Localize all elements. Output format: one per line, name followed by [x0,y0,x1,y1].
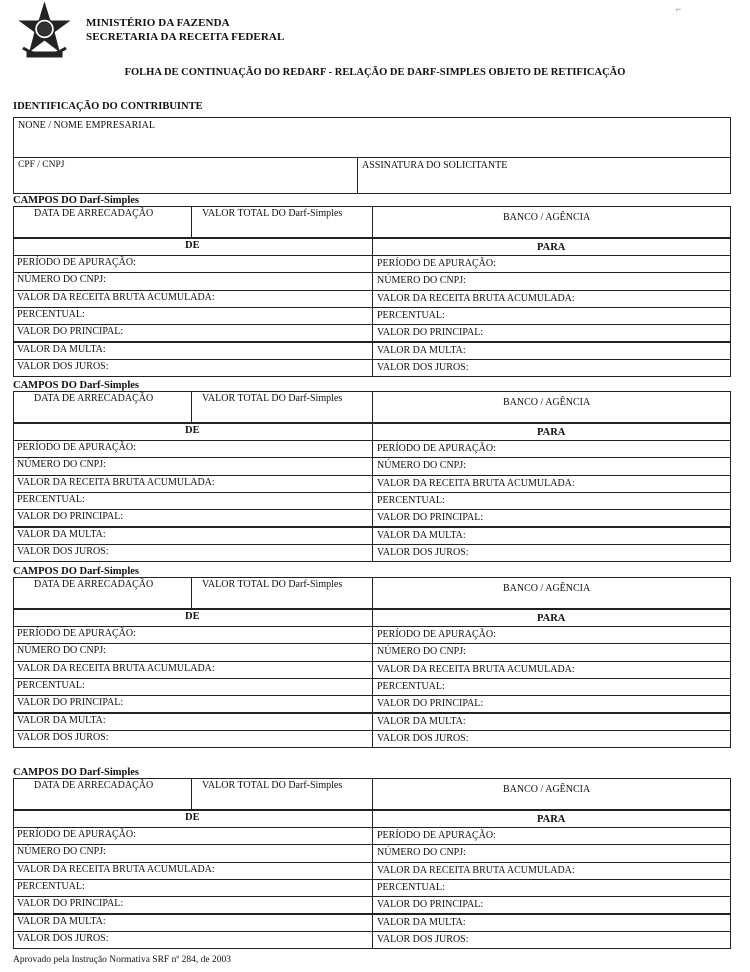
scan-mark: ⌐ [676,4,682,14]
cpf-cnpj-field[interactable] [13,157,358,194]
para-row-label: NÚMERO DO CNPJ: [377,460,466,472]
data-arrecadacao-label: DATA DE ARRECADAÇÃO [34,780,154,791]
de-row-label: VALOR DA MULTA: [17,528,106,540]
valor-total-field[interactable] [192,405,371,421]
para-row-label: VALOR DO PRINCIPAL: [377,512,484,524]
de-row-label: VALOR DA RECEITA BRUTA ACUMULADA: [17,863,215,875]
de-row-label: PERÍODO DE APURAÇÃO: [17,257,136,268]
de-row-label: PERÍODO DE APURAÇÃO: [17,442,136,453]
para-row-label: VALOR DO PRINCIPAL: [377,698,484,710]
para-row-label: PERCENTUAL: [377,680,445,692]
para-row-label: VALOR DA MULTA: [377,715,466,727]
valor-total-label: VALOR TOTAL DO Darf-Simples [202,208,343,219]
de-row-label: VALOR DA MULTA: [17,915,106,927]
de-row-label: VALOR DA RECEITA BRUTA ACUMULADA: [17,476,215,488]
valor-total-label: VALOR TOTAL DO Darf-Simples [202,393,343,404]
para-row-label: VALOR DO PRINCIPAL: [377,327,484,339]
para-row-label: PERÍODO DE APURAÇÃO: [377,830,496,841]
approval-note: Aprovado pela Instrução Normativa SRF nº 284, de 2003 [13,955,231,965]
de-row-label: VALOR DOS JUROS: [17,731,109,743]
banco-agencia-field[interactable] [373,224,730,236]
para-row-label: NÚMERO DO CNPJ: [377,847,466,859]
para-row-label: NÚMERO DO CNPJ: [377,646,466,658]
darf-section-title: CAMPOS DO Darf-Simples [13,195,139,206]
para-row-label: NÚMERO DO CNPJ: [377,275,466,287]
de-label: DE [185,425,200,436]
para-row-label: VALOR DA MULTA: [377,529,466,541]
para-row-label: VALOR DOS JUROS: [377,933,469,945]
de-row-label: PERÍODO DE APURAÇÃO: [17,628,136,639]
para-row-label: VALOR DO PRINCIPAL: [377,899,484,911]
de-row-label: PERCENTUAL: [17,493,85,505]
company-name-label: NONE / NOME EMPRESARIAL [18,120,155,131]
de-row-label: VALOR DO PRINCIPAL: [17,697,124,709]
cpf-cnpj-label: CPF / CNPJ [18,160,65,170]
banco-agencia-label: BANCO / AGÊNCIA [503,784,591,795]
valor-total-field[interactable] [192,792,371,808]
data-arrecadacao-label: DATA DE ARRECADAÇÃO [34,393,154,404]
para-row-label: VALOR DA RECEITA BRUTA ACUMULADA: [377,292,575,304]
para-row-label: VALOR DA RECEITA BRUTA ACUMULADA: [377,663,575,675]
company-name-field[interactable] [13,117,731,158]
para-row-label: PERCENTUAL: [377,309,445,321]
de-row-label: VALOR DA RECEITA BRUTA ACUMULADA: [17,291,215,303]
de-label: DE [185,611,200,622]
de-row-label: PERCENTUAL: [17,308,85,320]
para-row-label: PERÍODO DE APURAÇÃO: [377,443,496,454]
para-row-label: VALOR DOS JUROS: [377,361,469,373]
de-row-label: VALOR DOS JUROS: [17,360,109,372]
de-row-label: VALOR DA MULTA: [17,714,106,726]
data-arrecadacao-label: DATA DE ARRECADAÇÃO [34,579,154,590]
secretariat-name: SECRETARIA DA RECEITA FEDERAL [86,31,285,43]
para-row-label: PERCENTUAL: [377,881,445,893]
para-row-label: VALOR DOS JUROS: [377,732,469,744]
banco-agencia-field[interactable] [373,595,730,607]
para-row-label: PERÍODO DE APURAÇÃO: [377,629,496,640]
darf-section-title: CAMPOS DO Darf-Simples [13,566,139,577]
darf-section-title: CAMPOS DO Darf-Simples [13,767,139,778]
para-row-label: PERCENTUAL: [377,494,445,506]
de-row-label: PERÍODO DE APURAÇÃO: [17,829,136,840]
signature-label: ASSINATURA DO SOLICITANTE [362,160,508,171]
de-row-label: NÚMERO DO CNPJ: [17,645,106,657]
banco-agencia-label: BANCO / AGÊNCIA [503,212,591,223]
para-label: PARA [537,814,566,825]
de-row-label: VALOR DO PRINCIPAL: [17,511,124,523]
de-row-label: VALOR DOS JUROS: [17,545,109,557]
de-label: DE [185,240,200,251]
de-row-label: VALOR DA RECEITA BRUTA ACUMULADA: [17,662,215,674]
de-row-label: VALOR DO PRINCIPAL: [17,898,124,910]
data-arrecadacao-field[interactable] [14,591,190,607]
de-row-label: NÚMERO DO CNPJ: [17,846,106,858]
contribuinte-section-title: IDENTIFICAÇÃO DO CONTRIBUINTE [13,101,203,112]
para-label: PARA [537,427,566,438]
para-row-label: VALOR DA RECEITA BRUTA ACUMULADA: [377,864,575,876]
para-row-label: VALOR DOS JUROS: [377,546,469,558]
signature-field[interactable] [357,157,731,194]
data-arrecadacao-field[interactable] [14,405,190,421]
data-arrecadacao-label: DATA DE ARRECADAÇÃO [34,208,154,219]
de-row-label: NÚMERO DO CNPJ: [17,459,106,471]
de-row-label: PERCENTUAL: [17,679,85,691]
para-row-label: VALOR DA MULTA: [377,916,466,928]
darf-section-title: CAMPOS DO Darf-Simples [13,380,139,391]
para-label: PARA [537,613,566,624]
valor-total-field[interactable] [192,591,371,607]
brazil-coat-of-arms-icon [17,2,72,60]
de-row-label: NÚMERO DO CNPJ: [17,274,106,286]
banco-agencia-field[interactable] [373,796,730,808]
de-row-label: VALOR DOS JUROS: [17,932,109,944]
para-row-label: VALOR DA RECEITA BRUTA ACUMULADA: [377,477,575,489]
banco-agencia-field[interactable] [373,409,730,421]
ministry-name: MINISTÉRIO DA FAZENDA [86,17,230,29]
de-row-label: PERCENTUAL: [17,880,85,892]
data-arrecadacao-field[interactable] [14,792,190,808]
para-label: PARA [537,242,566,253]
banco-agencia-label: BANCO / AGÊNCIA [503,583,591,594]
de-label: DE [185,812,200,823]
de-row-label: VALOR DA MULTA: [17,343,106,355]
data-arrecadacao-field[interactable] [14,220,190,236]
valor-total-field[interactable] [192,220,371,236]
para-row-label: VALOR DA MULTA: [377,344,466,356]
document-title: FOLHA DE CONTINUAÇÃO DO REDARF - RELAÇÃO DE DARF-SIMPLES OBJETO DE RETIFICAÇÃO [124,67,626,78]
valor-total-label: VALOR TOTAL DO Darf-Simples [202,579,343,590]
valor-total-label: VALOR TOTAL DO Darf-Simples [202,780,343,791]
para-row-label: PERÍODO DE APURAÇÃO: [377,258,496,269]
banco-agencia-label: BANCO / AGÊNCIA [503,397,591,408]
de-row-label: VALOR DO PRINCIPAL: [17,326,124,338]
